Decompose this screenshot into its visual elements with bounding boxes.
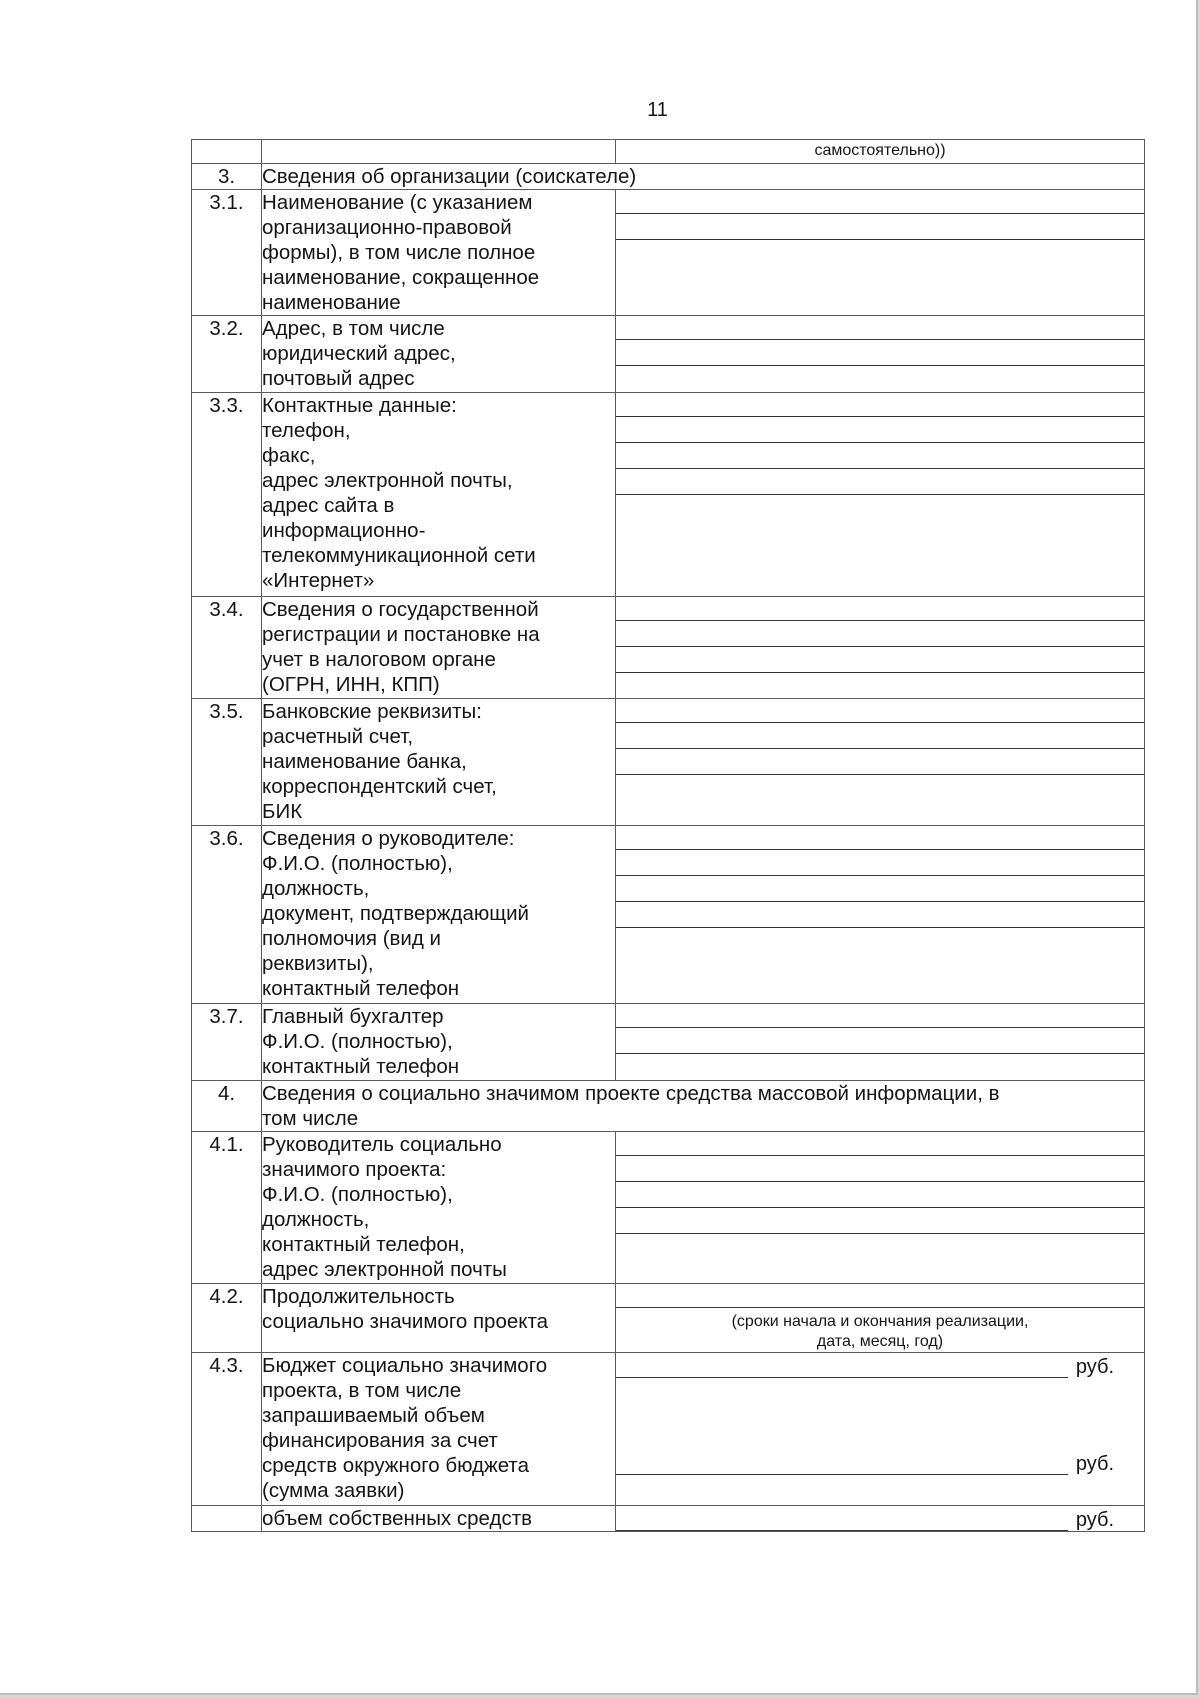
- label-line: полномочия (вид и: [262, 927, 441, 950]
- label-line: адрес электронной почты,: [262, 469, 513, 492]
- row-label: [262, 393, 616, 597]
- hint-line: дата, месяц, год): [816, 1333, 944, 1350]
- row-label: [262, 1353, 616, 1506]
- fill-in-line[interactable]: [616, 647, 1144, 673]
- row-number: 3.6.: [192, 826, 262, 1004]
- row-number: 3.2.: [192, 316, 262, 393]
- label-line: контактный телефон,: [262, 1233, 465, 1256]
- section-3-number: 3.: [192, 164, 262, 190]
- currency-label: руб.: [1075, 1356, 1114, 1378]
- label-line: телефон,: [262, 419, 351, 442]
- fill-in-line[interactable]: [616, 214, 1144, 240]
- label-line: расчетный счет,: [262, 725, 414, 748]
- fill-in-line[interactable]: [616, 749, 1144, 775]
- label-line: Бюджет социально значимого: [262, 1354, 548, 1377]
- row-number: 3.3.: [192, 393, 262, 597]
- label-line: юридический адрес,: [262, 342, 456, 365]
- fill-in-line[interactable]: [616, 850, 1144, 876]
- row-label: [262, 190, 616, 316]
- fill-in-line[interactable]: [616, 340, 1144, 366]
- fill-in-area: [616, 1284, 1145, 1353]
- label-line: Главный бухгалтер: [262, 1005, 444, 1028]
- fill-in-line[interactable]: [616, 1156, 1144, 1182]
- fill-in-line[interactable]: [616, 1284, 1144, 1308]
- fill-in-line[interactable]: [616, 621, 1144, 647]
- requested-amount-field: [616, 1450, 1114, 1475]
- form-row-3-3: [192, 393, 1145, 597]
- label-line: наименование: [262, 291, 401, 314]
- fill-in-area: [616, 1132, 1145, 1284]
- hint-line: (сроки начала и окончания реализации,: [731, 1313, 1029, 1330]
- label-line: корреспондентский счет,: [262, 775, 497, 798]
- label-line: (сумма заявки): [262, 1479, 405, 1502]
- label-line: Сведения о государственной: [262, 598, 539, 621]
- label-line: учет в налоговом органе: [262, 648, 496, 671]
- row-label: [262, 699, 616, 826]
- application-form-table: [191, 139, 1145, 1532]
- row-number: 3.4.: [192, 597, 262, 699]
- row-number: 3.5.: [192, 699, 262, 826]
- table-cell-empty: [262, 140, 616, 164]
- row-label: [262, 597, 616, 699]
- label-line: Наименование (с указанием: [262, 191, 533, 214]
- form-row-3-1: [192, 190, 1145, 316]
- row-label: [262, 1284, 616, 1353]
- continuation-text: самостоятельно)): [616, 140, 1145, 164]
- fill-in-area: [616, 190, 1145, 316]
- label-line: должность,: [262, 877, 370, 900]
- label-line: адрес электронной почты: [262, 1258, 507, 1281]
- row-label: объем собственных средств: [262, 1506, 616, 1532]
- row-label: [262, 1132, 616, 1284]
- fill-in-line[interactable]: [616, 902, 1144, 928]
- label-line: запрашиваемый объем: [262, 1404, 485, 1427]
- label-line: контактный телефон: [262, 977, 460, 1000]
- fill-in-line[interactable]: [616, 1132, 1144, 1156]
- label-line: регистрации и постановке на: [262, 623, 540, 646]
- section-3-header-row: [192, 164, 1145, 190]
- fill-in-line[interactable]: [616, 1028, 1144, 1054]
- form-row-4-3: [192, 1353, 1145, 1506]
- label-line: наименование, сокращенное: [262, 266, 540, 289]
- row-number: 4.1.: [192, 1132, 262, 1284]
- table-cell-empty: [192, 1506, 262, 1532]
- fill-in-line[interactable]: [616, 826, 1144, 850]
- row-number: 3.1.: [192, 190, 262, 316]
- fill-in-area: [616, 1506, 1145, 1532]
- form-row-4-1: [192, 1132, 1145, 1284]
- label-line: Контактные данные:: [262, 394, 457, 417]
- label-line: финансирования за счет: [262, 1429, 498, 1452]
- label-line: Ф.И.О. (полностью),: [262, 852, 453, 875]
- fill-in-area: [616, 597, 1145, 699]
- form-row-4-2: [192, 1284, 1145, 1353]
- label-line: «Интернет»: [262, 569, 375, 592]
- row-number: 4.3.: [192, 1353, 262, 1506]
- label-line: Адрес, в том числе: [262, 317, 445, 340]
- fill-in-line[interactable]: [616, 443, 1144, 469]
- label-line: значимого проекта:: [262, 1158, 447, 1181]
- section-4-number: 4.: [192, 1081, 262, 1132]
- label-line: БИК: [262, 800, 303, 823]
- label-line: Банковские реквизиты:: [262, 700, 482, 723]
- fill-in-line[interactable]: [616, 393, 1144, 417]
- form-row-3-6: [192, 826, 1145, 1004]
- label-line: проекта, в том числе: [262, 1379, 462, 1402]
- form-row-own-funds: [192, 1506, 1145, 1532]
- requested-amount-line[interactable]: [616, 1451, 1068, 1475]
- label-line: факс,: [262, 444, 316, 467]
- label-line: реквизиты),: [262, 952, 374, 975]
- form-row-3-4: [192, 597, 1145, 699]
- form-row-3-7: [192, 1004, 1145, 1081]
- label-line: организационно-правовой: [262, 216, 512, 239]
- row-number: 4.2.: [192, 1284, 262, 1353]
- fill-in-area: [616, 1004, 1145, 1081]
- section-4-header-row: [192, 1081, 1145, 1132]
- own-funds-line[interactable]: [616, 1507, 1068, 1531]
- row-number: 3.7.: [192, 1004, 262, 1081]
- form-row-3-5: [192, 699, 1145, 826]
- fill-in-line[interactable]: [616, 417, 1144, 443]
- label-line: Сведения о руководителе:: [262, 827, 515, 850]
- fill-in-area: [616, 699, 1145, 826]
- page-number: 11: [647, 99, 668, 121]
- row-label: [262, 826, 616, 1004]
- continuation-row: [192, 140, 1145, 164]
- row-label: [262, 316, 616, 393]
- budget-total-line[interactable]: [616, 1354, 1068, 1378]
- label-line: средств окружного бюджета: [262, 1454, 529, 1477]
- own-funds-field: [616, 1506, 1114, 1531]
- fill-in-line[interactable]: [616, 1182, 1144, 1208]
- table-cell-empty: [192, 140, 262, 164]
- fill-in-line[interactable]: [616, 723, 1144, 749]
- label-line: должность,: [262, 1208, 370, 1231]
- title-line: том числе: [262, 1107, 359, 1130]
- section-3-title: Сведения об организации (соискателе): [262, 164, 1145, 190]
- label-line: адрес сайта в: [262, 494, 395, 517]
- label-line: документ, подтверждающий: [262, 902, 529, 925]
- fill-in-line[interactable]: [616, 699, 1144, 723]
- label-line: Ф.И.О. (полностью),: [262, 1030, 453, 1053]
- fill-in-area: [616, 316, 1145, 393]
- fill-in-line[interactable]: [616, 316, 1144, 340]
- label-line: контактный телефон: [262, 1055, 460, 1078]
- fill-in-line[interactable]: [616, 469, 1144, 495]
- label-line: телекоммуникационной сети: [262, 544, 536, 567]
- label-line: почтовый адрес: [262, 367, 415, 390]
- fill-in-line[interactable]: [616, 1004, 1144, 1028]
- duration-hint: [616, 1312, 1144, 1352]
- label-line: социально значимого проекта: [262, 1310, 549, 1333]
- fill-in-area: [616, 393, 1145, 597]
- fill-in-line[interactable]: [616, 876, 1144, 902]
- fill-in-line[interactable]: [616, 1208, 1144, 1234]
- title-line: Сведения о социально значимом проекте средства массовой информации, в: [262, 1082, 1000, 1105]
- form-row-3-2: [192, 316, 1145, 393]
- fill-in-area: [616, 826, 1145, 1004]
- label-line: Руководитель социально: [262, 1133, 502, 1156]
- label-line: Ф.И.О. (полностью),: [262, 1183, 453, 1206]
- label-line: (ОГРН, ИНН, КПП): [262, 673, 440, 696]
- label-line: формы), в том числе полное: [262, 241, 536, 264]
- fill-in-line[interactable]: [616, 597, 1144, 621]
- label-line: Продолжительность: [262, 1285, 455, 1308]
- row-label: [262, 1004, 616, 1081]
- label-line: информационно-: [262, 519, 426, 542]
- budget-total-field: [616, 1353, 1114, 1378]
- currency-label: руб.: [1075, 1509, 1114, 1531]
- label-line: наименование банка,: [262, 750, 467, 773]
- fill-in-line[interactable]: [616, 190, 1144, 214]
- fill-in-area: [616, 1353, 1145, 1506]
- section-4-title: [262, 1081, 1145, 1132]
- currency-label: руб.: [1075, 1453, 1114, 1475]
- spacer: [616, 1378, 1114, 1450]
